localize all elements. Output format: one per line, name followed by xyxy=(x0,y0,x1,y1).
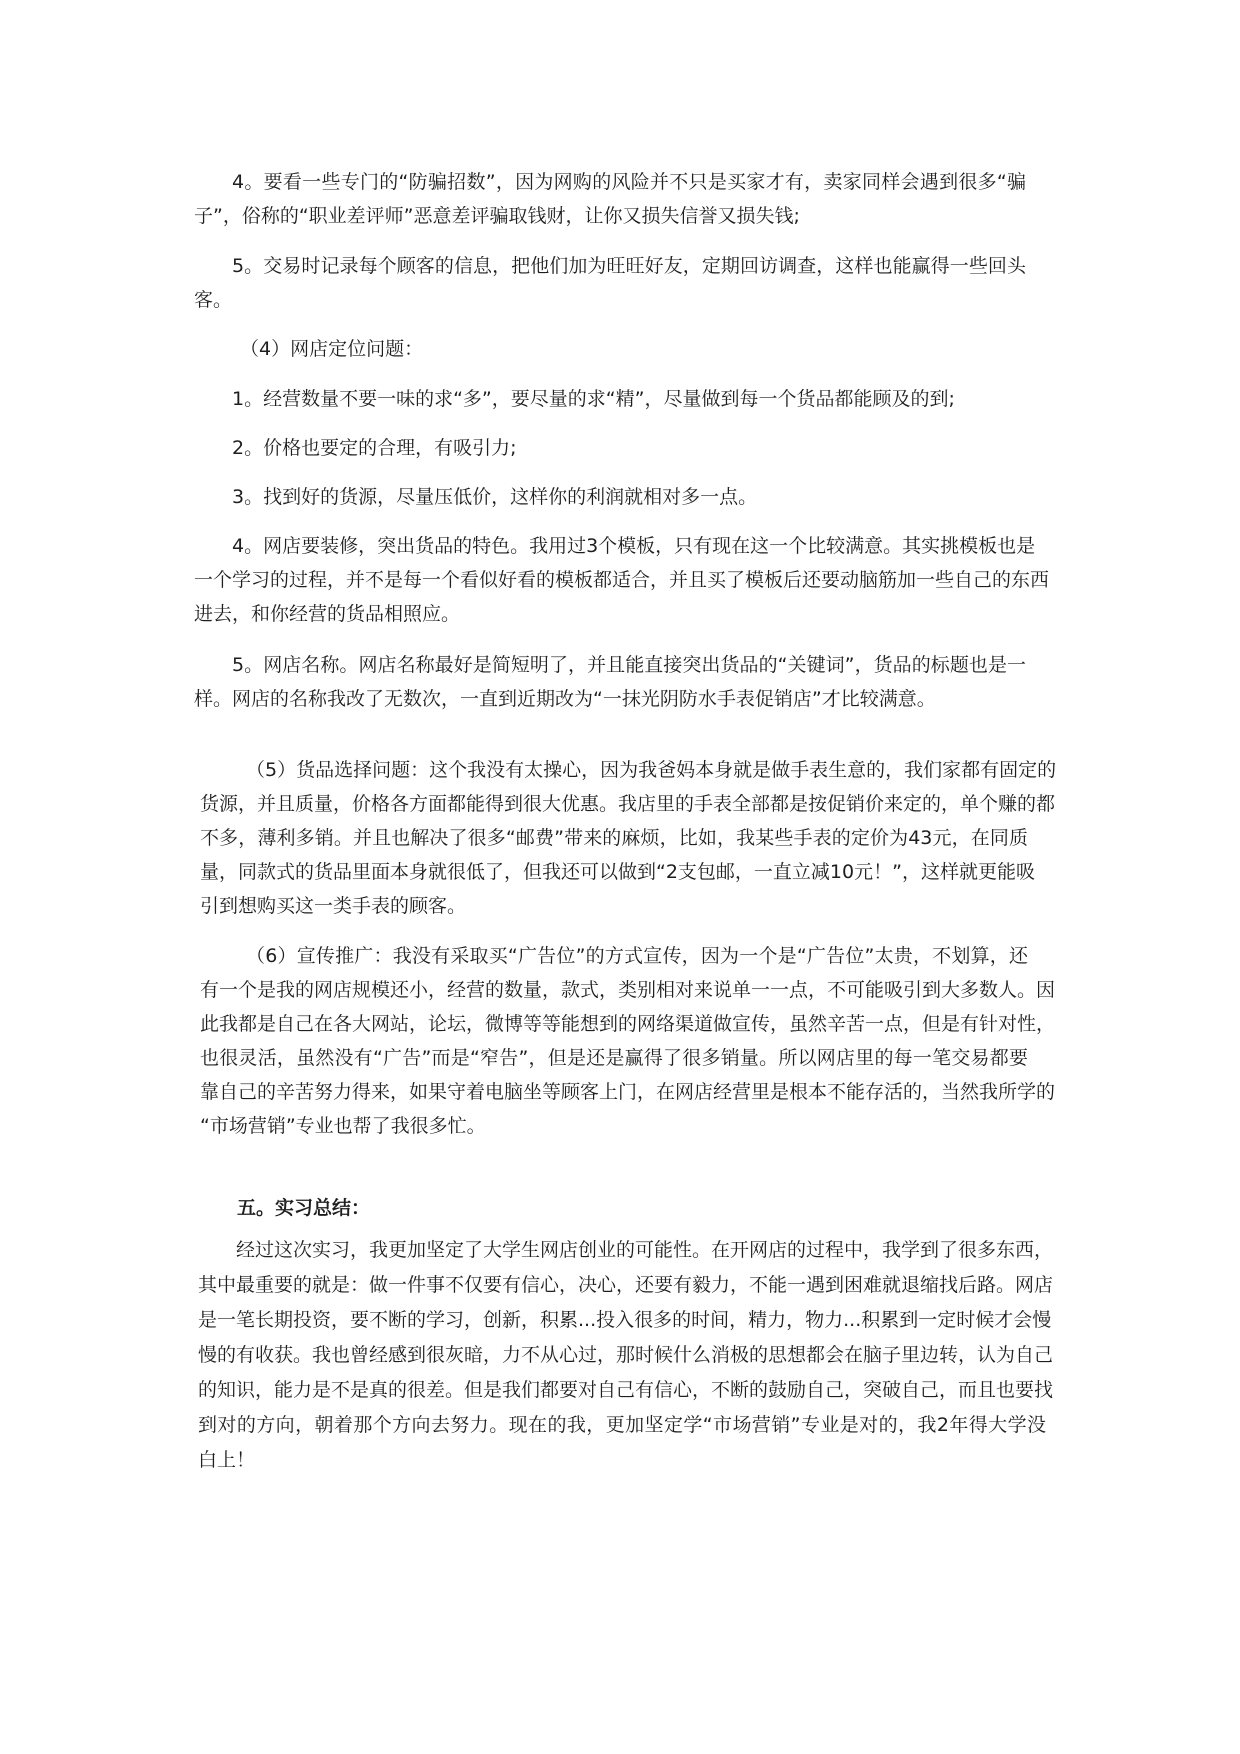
text-line: 5。交易时记录每个顾客的信息，把他们加为旺旺好友，定期回访调查，这样也能赢得一些回头 xyxy=(232,255,1026,277)
paragraph-sec4 xyxy=(194,340,1026,374)
text-line: 经过这次实习，我更加坚定了大学生网店创业的可能性。在开网店的过程中，我学到了很多东西， xyxy=(236,1239,1054,1261)
section-heading-summary: 五。实习总结： xyxy=(237,1197,371,1219)
text-line: 其中最重要的就是：做一件事不仅要有信心，决心，还要有毅力，不能一遇到困难就退缩找后路。网店 xyxy=(198,1274,1054,1296)
paragraph-tip5 xyxy=(194,257,1026,325)
text-line: 慢的有收获。我也曾经感到很灰暗，力不从心过，那时候什么消极的思想都会在脑子里边转，认为自己 xyxy=(198,1344,1054,1366)
text-line: 子”，俗称的“职业差评师”恶意差评骗取钱财，让你又损失信誉又损失钱; xyxy=(194,205,800,227)
text-line: 5。网店名称。网店名称最好是简短明了，并且能直接突出货品的“关键词”，货品的标题也是一 xyxy=(232,654,1026,676)
paragraph-pos4 xyxy=(194,535,1050,639)
text-line: 量，同款式的货品里面本身就很低了，但我还可以做到“2支包邮，一直立减10元！”，这样就更能吸 xyxy=(200,861,1035,883)
text-line: 4。网店要装修，突出货品的特色。我用过3个模板，只有现在这一个比较满意。其实挑模板也是 xyxy=(232,535,1036,557)
text-line: 也很灵活，虽然没有“广告”而是“窄告”，但是还是赢得了很多销量。所以网店里的每一笔交易都要 xyxy=(200,1047,1028,1069)
text-line: （5）货品选择问题：这个我没有太操心，因为我爸妈本身就是做手表生意的，我们家都有固定的 xyxy=(246,759,1057,781)
paragraph-pos1 xyxy=(194,390,1026,424)
text-line: 3。找到好的货源，尽量压低价，这样你的利润就相对多一点。 xyxy=(232,486,758,508)
text-line: （4）网店定位问题： xyxy=(240,338,424,360)
text-line: 有一个是我的网店规模还小，经营的数量，款式，类别相对来说单一一点，不可能吸引到大多数人。因 xyxy=(200,979,1056,1001)
text-line: 此我都是自己在各大网站，论坛，微博等等能想到的网络渠道做宣传，虽然辛苦一点，但是有针对性， xyxy=(200,1013,1056,1035)
text-line: 一个学习的过程，并不是每一个看似好看的模板都适合，并且买了模板后还要动脑筋加一些自己的东西 xyxy=(194,569,1050,591)
text-line: （6）宣传推广：我没有采取买“广告位”的方式宣传，因为一个是“广告位”太贵，不划算，还 xyxy=(246,945,1028,967)
paragraph-pos5 xyxy=(194,656,1026,724)
text-line: 4。要看一些专门的“防骗招数”，因为网购的风险并不只是买家才有，卖家同样会遇到很多“骗 xyxy=(232,171,1026,193)
paragraph-sec6 xyxy=(200,945,1056,1151)
text-line: 货源，并且质量，价格各方面都能得到很大优惠。我店里的手表全部都是按促销价来定的，单个赚的都 xyxy=(200,793,1056,815)
text-line: 的知识，能力是不是真的很差。但是我们都要对自己有信心，不断的鼓励自己，突破自己，而且也要找 xyxy=(198,1379,1054,1401)
text-line: 进去，和你经营的货品相照应。 xyxy=(194,603,461,625)
paragraph-sec5 xyxy=(200,759,1057,931)
text-line: 到对的方向，朝着那个方向去努力。现在的我，更加坚定学“市场营销”专业是对的，我2年得大学没 xyxy=(198,1414,1046,1436)
text-line: “市场营销”专业也帮了我很多忙。 xyxy=(200,1115,486,1137)
text-line: 客。 xyxy=(194,289,233,311)
paragraph-summary xyxy=(198,1239,1054,1486)
text-line: 不多，薄利多销。并且也解决了很多“邮费”带来的麻烦，比如，我某些手表的定价为43元，在同质 xyxy=(200,827,1028,849)
text-line: 引到想购买这一类手表的顾客。 xyxy=(200,895,467,917)
paragraph-tip4 xyxy=(194,173,1026,241)
paragraph-pos2 xyxy=(194,439,1026,473)
text-line: 1。经营数量不要一味的求“多”，要尽量的求“精”，尽量做到每一个货品都能顾及的到; xyxy=(232,388,955,410)
text-line: 白上！ xyxy=(198,1449,256,1471)
text-line: 是一笔长期投资，要不断的学习，创新，积累...投入很多的时间，精力，物力...积累到一定时候才会慢 xyxy=(198,1309,1052,1331)
text-line: 样。网店的名称我改了无数次，一直到近期改为“一抹光阴防水手表促销店”才比较满意。 xyxy=(194,688,936,710)
text-line: 2。价格也要定的合理，有吸引力; xyxy=(232,437,517,459)
text-line: 靠自己的辛苦努力得来，如果守着电脑坐等顾客上门，在网店经营里是根本不能存活的，当然我所学的 xyxy=(200,1081,1056,1103)
paragraph-pos3 xyxy=(194,488,1026,522)
